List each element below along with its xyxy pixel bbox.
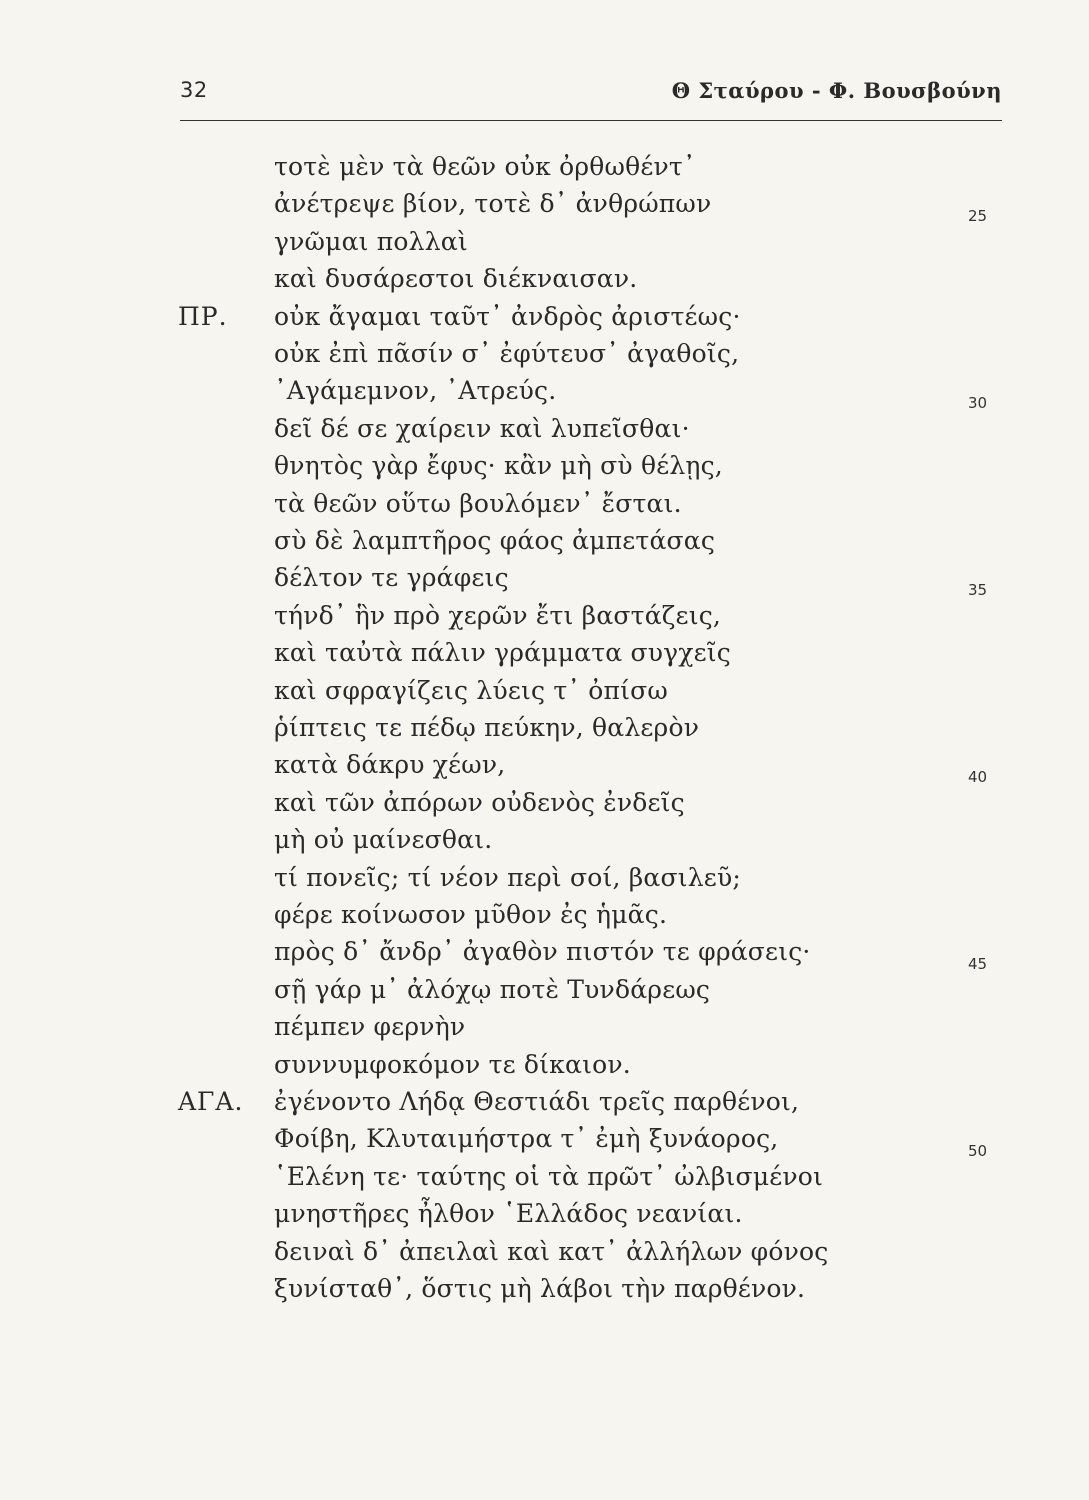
- verse-line: [0, 825, 1089, 865]
- verse-text: Φοίβη, Κλυταιμήστρα τ᾽ ἐμὴ ξυνάορος,: [274, 1124, 779, 1154]
- line-number: 30: [968, 394, 988, 413]
- verse-line: [0, 900, 1089, 940]
- verse-text: καὶ δυσάρεστοι διέκναισαν.: [274, 264, 638, 294]
- verse-line: [0, 526, 1089, 566]
- header-rule: [180, 120, 1002, 121]
- verse-line: [0, 1124, 1089, 1164]
- running-head: Θ Σταύρου - Φ. Βουσβούνη: [671, 78, 1002, 103]
- page-header: [180, 78, 1002, 118]
- verse-line: [0, 227, 1089, 267]
- verse-text: οὐκ ἐπὶ πᾶσίν σ᾽ ἐφύτευσ᾽ ἀγαθοῖς,: [274, 339, 740, 368]
- verse-text: τί πονεῖς; τί νέον περὶ σοί, βασιλεῦ;: [274, 862, 741, 892]
- verse-line: [0, 601, 1089, 641]
- verse-line: [0, 676, 1089, 716]
- verse-line: [0, 975, 1089, 1015]
- verse-line: [0, 638, 1089, 678]
- verse-text: τήνδ᾽ ἣν πρὸ χερῶν ἔτι βαστάζεις,: [274, 600, 722, 630]
- verse-text: καὶ σφραγίζεις λύεις τ᾽ ὀπίσω: [274, 675, 668, 705]
- verse-text: ἐγένοντο Λήδᾳ Θεστιάδι τρεῖς παρθένοι,: [274, 1087, 800, 1116]
- verse-text: γνῶμαι πολλαὶ: [274, 226, 468, 256]
- verse-text: μὴ οὐ μαίνεσθαι.: [274, 825, 493, 855]
- verse-line: [0, 750, 1089, 790]
- verse-text: σὺ δὲ λαμπτῆρος φάος ἀμπετάσας: [274, 526, 716, 555]
- line-number: 35: [968, 581, 988, 600]
- verse-text: ᾽Αγάμεμνον, ᾽Ατρεύς.: [274, 376, 557, 406]
- line-number: 40: [968, 768, 988, 787]
- verse-line: [0, 451, 1089, 491]
- verse-text: κατὰ δάκρυ χέων,: [274, 750, 506, 780]
- verse-line: [0, 489, 1089, 529]
- verse-line: [0, 1237, 1089, 1277]
- verse-text: καὶ ταὐτὰ πάλιν γράμματα συγχεῖς: [274, 638, 731, 668]
- line-number: 25: [968, 207, 988, 226]
- page-number: 32: [180, 78, 208, 102]
- verse-text: καὶ τῶν ἀπόρων οὐδενὸς ἐνδεῖς: [274, 787, 685, 817]
- verse-text: συννυμφοκόμον τε δίκαιον.: [274, 1049, 631, 1079]
- verse-text: τοτὲ μὲν τὰ θεῶν οὐκ ὀρθωθέντ᾽: [274, 152, 696, 181]
- verse-line: [0, 1162, 1089, 1202]
- verse-line: [0, 937, 1089, 977]
- verse-line: [0, 1274, 1089, 1314]
- verse-line: [0, 563, 1089, 603]
- verse-text: πέμπεν φερνὴν: [274, 1012, 466, 1042]
- verse-line: [0, 264, 1089, 304]
- verse-line: [0, 302, 1089, 342]
- verse-text: σῇ γάρ μ᾽ ἀλόχῳ ποτὲ Τυνδάρεως: [274, 974, 711, 1004]
- verse-line: [0, 1199, 1089, 1239]
- verse-text: ῾Ελένη τε· ταύτης οἱ τὰ πρῶτ᾽ ὠλβισμένοι: [274, 1161, 824, 1191]
- verse-text: δεῖ δέ σε χαίρειν καὶ λυπεῖσθαι·: [274, 413, 690, 443]
- line-number: 50: [968, 1142, 988, 1161]
- verse-text: ξυνίσταθ᾽, ὅστις μὴ λάβοι τὴν παρθένον.: [274, 1274, 806, 1303]
- verse-text: φέρε κοίνωσον μῦθον ἐς ἡμᾶς.: [274, 900, 668, 929]
- verse-text: δέλτον τε γράφεις: [274, 563, 509, 593]
- speaker-label: ΠΡ.: [178, 301, 228, 331]
- verse-line: [0, 1012, 1089, 1052]
- verse-text: ἀνέτρεψε βίον, τοτὲ δ᾽ ἀνθρώπων: [274, 189, 712, 219]
- verse-line: [0, 189, 1089, 229]
- verse-text: ῥίπτεις τε πέδῳ πεύκην, θαλερὸν: [274, 713, 700, 742]
- verse-text: τὰ θεῶν οὕτω βουλόμεν᾽ ἔσται.: [274, 488, 682, 518]
- verse-line: [0, 1050, 1089, 1090]
- verse-text: θνητὸς γὰρ ἔφυς· κἂν μὴ σὺ θέλῃς,: [274, 451, 723, 481]
- verse-line: [0, 376, 1089, 416]
- verse-text: μνηστῆρες ἦλθον ῾Ελλάδος νεανίαι.: [274, 1199, 743, 1229]
- line-number: 45: [968, 955, 988, 974]
- verse-line: [0, 788, 1089, 828]
- speaker-label: ΑΓΑ.: [178, 1087, 244, 1116]
- verse-text: πρὸς δ᾽ ἄνδρ᾽ ἀγαθὸν πιστόν τε φράσεις·: [274, 937, 811, 967]
- verse-line: [0, 414, 1089, 454]
- verse-line: [0, 713, 1089, 753]
- verse-text: οὐκ ἄγαμαι ταῦτ᾽ ἀνδρὸς ἀριστέως·: [274, 301, 741, 331]
- verse-line: [0, 1087, 1089, 1127]
- verse-line: [0, 152, 1089, 192]
- verse-line: [0, 863, 1089, 903]
- verse-line: [0, 339, 1089, 379]
- verse-text: δειναὶ δ᾽ ἀπειλαὶ καὶ κατ᾽ ἀλλήλων φόνος: [274, 1236, 829, 1266]
